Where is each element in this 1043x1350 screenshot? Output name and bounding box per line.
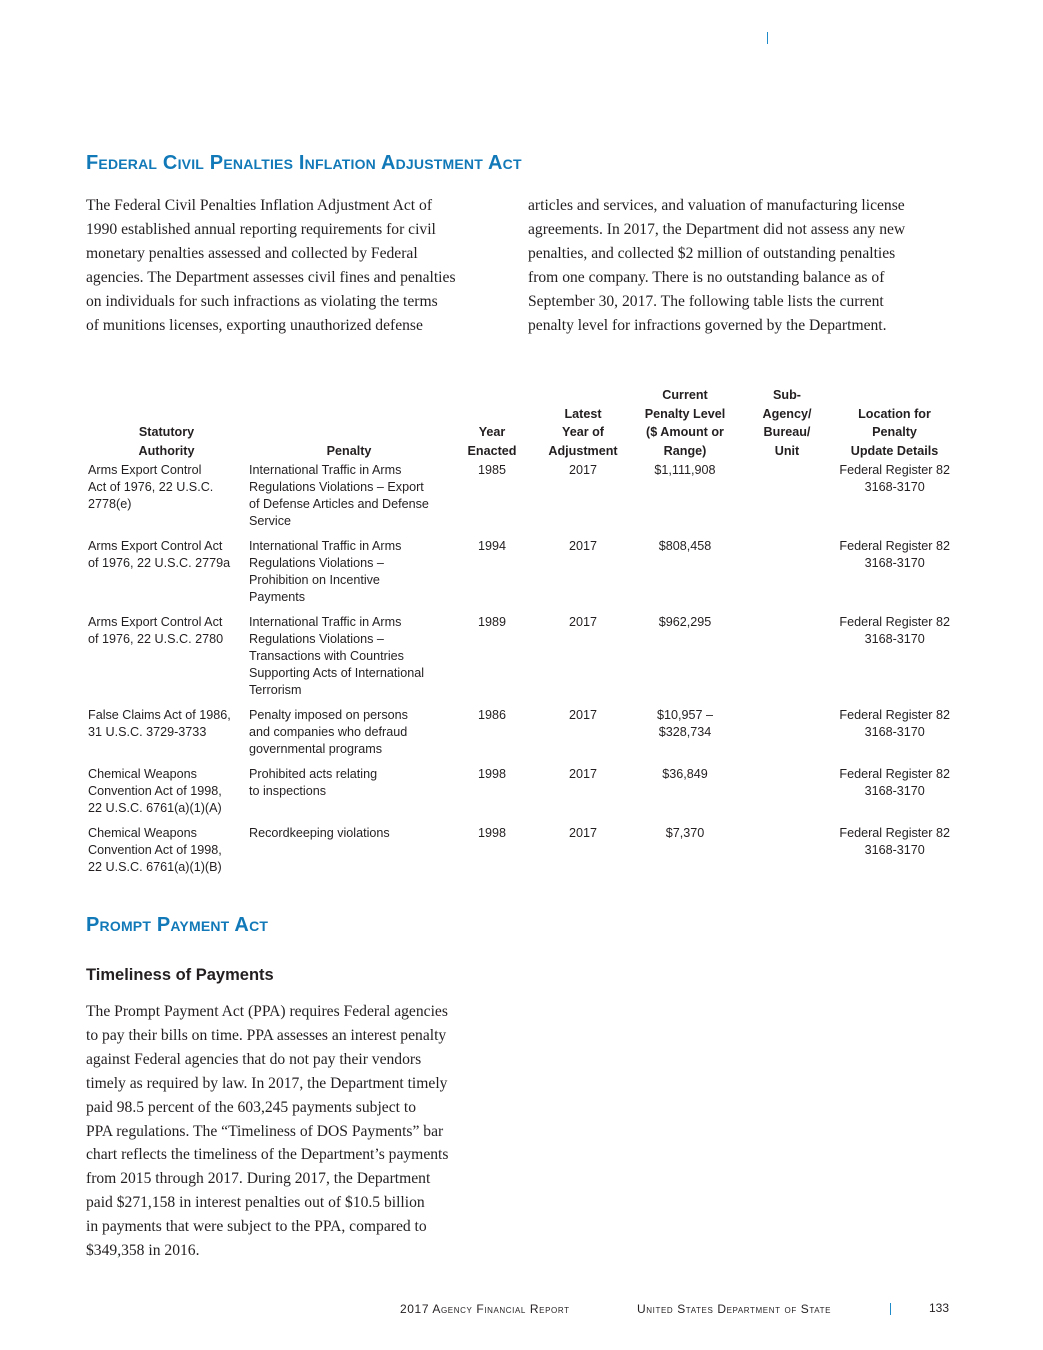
cell-sub-agency [737,538,837,614]
cell-penalty [247,538,451,614]
table-row [86,614,952,707]
header-line: ($ Amount or [646,425,724,439]
cell-sub-agency [737,825,837,884]
header-line: Adjustment [548,443,618,458]
cell-line: Payments [249,590,305,604]
cell-current-penalty [633,825,737,884]
cell-statutory-authority [86,825,247,884]
cell-line: $328,734 [658,725,712,739]
fcpiaa-heading: Federal Civil Penalties Inflation Adjustment Act [86,152,522,174]
cell-line: Arms Export Control Act [88,539,223,553]
cell-line: International Traffic in Arms [249,615,402,629]
cell-line: Service [249,514,291,528]
cell-line: 3168-3170 [864,843,925,857]
cell-statutory-authority [86,538,247,614]
timeliness-subheading: Timeliness of Payments [86,966,274,984]
header-line: Latest [564,406,602,421]
header-line: Year [478,425,506,439]
table-row [86,707,952,766]
cell-line: 2017 [568,539,598,553]
cell-line: 3168-3170 [864,480,925,494]
paragraph-line: chart reflects the timeliness of the Department’s payments [86,1146,449,1164]
header-sub-agency [737,386,837,462]
cell-line: Federal Register 82 [839,767,950,781]
cell-latest-adjustment [533,825,633,884]
cell-line: 3168-3170 [864,556,925,570]
cell-penalty [247,825,451,884]
cell-line: $1,111,908 [654,463,716,477]
paragraph-line: September 30, 2017. The following table lists the current [528,292,884,310]
cell-line: 2017 [568,826,598,840]
cell-line: Prohibition on Incentive [249,573,380,587]
paragraph-line: of munitions licenses, exporting unauthorized defense [86,316,423,334]
cell-year-enacted [451,538,533,614]
cell-line: to inspections [249,784,327,798]
cell-current-penalty [633,462,737,538]
header-line: Penalty Level [644,406,726,421]
cell-line: 3168-3170 [864,784,925,798]
cell-line: 1998 [477,767,507,781]
cell-line: Federal Register 82 [839,826,950,840]
cell-line: $7,370 [665,826,705,840]
cell-latest-adjustment [533,766,633,825]
cell-line: 2017 [568,708,598,722]
table-row [86,538,952,614]
cell-statutory-authority [86,707,247,766]
cell-statutory-authority [86,766,247,825]
paragraph-line: paid 98.5 percent of the 603,245 payments subject to [86,1098,416,1116]
cell-line: Transactions with Countries [249,649,404,663]
cell-line: 1994 [477,539,507,553]
cell-year-enacted [451,766,533,825]
fcpiaa-paragraph-left [86,194,496,337]
cell-line: and companies who defraud [249,725,408,739]
paragraph-line: to pay their bills on time. PPA assesses an interest penalty [86,1026,447,1044]
paragraph-line: penalties, and collected $2 million of outstanding penalties [528,244,896,262]
cell-line: Convention Act of 1998, [88,784,222,798]
cell-line: 1986 [477,708,507,722]
ppa-paragraph [86,1000,496,1263]
header-statutory-authority [86,386,247,462]
header-line: Update Details [850,443,939,458]
header-latest-adjustment [533,386,633,462]
cell-line: of Defense Articles and Defense [249,497,429,511]
cell-location [837,462,952,538]
cell-line: Federal Register 82 [839,615,950,629]
cell-line: Regulations Violations – [249,556,384,570]
cell-line: Act of 1976, 22 U.S.C. [88,480,214,494]
cell-penalty [247,707,451,766]
cell-latest-adjustment [533,462,633,538]
cell-line: 2017 [568,463,598,477]
cell-location [837,614,952,707]
paragraph-line: from 2015 through 2017. During 2017, the Department [86,1170,431,1188]
cell-year-enacted [451,614,533,707]
cell-year-enacted [451,707,533,766]
location-text [839,707,950,741]
header-line: Current [662,388,708,402]
cell-line: governmental programs [249,742,382,756]
footer-divider [890,1303,891,1315]
cell-line: 1985 [477,463,507,477]
paragraph-line: $349,358 in 2016. [86,1242,200,1260]
cell-line: Chemical Weapons [88,767,197,781]
cell-line: Arms Export Control Act [88,615,223,629]
paragraph-line: The Federal Civil Penalties Inflation Adjustment Act of [86,197,433,214]
cell-line: Supporting Acts of International [249,666,425,680]
cell-line: of 1976, 22 U.S.C. 2779a [88,556,231,570]
header-line: Sub- [773,388,801,402]
header-line: Agency/ [762,406,812,421]
cell-line: International Traffic in Arms [249,463,402,477]
cell-line: 1998 [477,826,507,840]
cell-statutory-authority [86,462,247,538]
cell-statutory-authority [86,614,247,707]
location-text [839,766,950,800]
header-divider [767,32,768,44]
cell-line: 31 U.S.C. 3729-3733 [88,725,207,739]
cell-line: 2017 [568,767,598,781]
cell-sub-agency [737,766,837,825]
table-row [86,825,952,884]
cell-location [837,707,952,766]
header-line: Range) [663,443,707,458]
cell-line: 3168-3170 [864,632,925,646]
cell-penalty [247,766,451,825]
paragraph-line: 1990 established annual reporting requirements for civil [86,220,436,238]
cell-sub-agency [737,462,837,538]
header-line: Authority [138,443,195,458]
cell-line: 22 U.S.C. 6761(a)(1)(A) [88,801,222,815]
header-line: Year of [562,425,604,439]
footer-report-title: 2017 Agency Financial Report [400,1302,570,1316]
paragraph-line: agencies. The Department assesses civil fines and penalties [86,268,456,286]
cell-current-penalty [633,766,737,825]
cell-latest-adjustment [533,538,633,614]
cell-current-penalty [633,707,737,766]
cell-line: Convention Act of 1998, [88,843,222,857]
cell-line: Federal Register 82 [839,708,950,722]
footer-department: United States Department of State [637,1302,832,1316]
cell-latest-adjustment [533,707,633,766]
paragraph-line: The Prompt Payment Act (PPA) requires Federal agencies [86,1003,448,1020]
header-line: Statutory [138,425,195,439]
location-text [839,614,950,648]
paragraph-line: articles and services, and valuation of manufacturing license [528,197,905,214]
header-line: Location for [858,406,931,421]
cell-location [837,766,952,825]
cell-current-penalty [633,538,737,614]
cell-line: International Traffic in Arms [249,539,402,553]
ppa-heading: Prompt Payment Act [86,914,269,936]
cell-line: 2017 [568,615,598,629]
location-text [839,462,950,496]
cell-line: $36,849 [662,767,708,781]
cell-line: $962,295 [658,615,712,629]
header-year-enacted [451,386,533,462]
cell-line: 3168-3170 [864,725,925,739]
cell-sub-agency [737,707,837,766]
cell-line: 2778(e) [88,497,132,511]
cell-current-penalty [633,614,737,707]
cell-line: of 1976, 22 U.S.C. 2780 [88,632,224,646]
cell-line: 22 U.S.C. 6761(a)(1)(B) [88,860,222,874]
cell-latest-adjustment [533,614,633,707]
cell-line: Recordkeeping violations [249,826,390,840]
cell-year-enacted [451,462,533,538]
cell-line: Chemical Weapons [88,826,197,840]
cell-line: Regulations Violations – [249,632,384,646]
paragraph-line: on individuals for such infractions as violating the terms [86,292,438,310]
header-line: Unit [774,443,800,458]
paragraph-line: PPA regulations. The “Timeliness of DOS Payments” bar [86,1122,444,1140]
cell-line: 1989 [477,615,507,629]
header-location [837,386,952,462]
table-row [86,462,952,538]
penalties-table [86,386,952,884]
cell-year-enacted [451,825,533,884]
cell-location [837,538,952,614]
location-text [839,825,950,859]
cell-line: Terrorism [249,683,302,697]
cell-line: Federal Register 82 [839,539,950,553]
cell-line: False Claims Act of 1986, [88,708,231,722]
cell-line: Federal Register 82 [839,463,950,477]
cell-penalty [247,462,451,538]
paragraph-line: in payments that were subject to the PPA, compared to [86,1218,427,1236]
header-line: Penalty [872,425,917,439]
cell-line: Regulations Violations – Export [249,480,424,494]
location-text [839,538,950,572]
paragraph-line: monetary penalties assessed and collected by Federal [86,244,418,262]
cell-penalty [247,614,451,707]
cell-sub-agency [737,614,837,707]
header-line: Penalty [326,443,372,458]
cell-line: $808,458 [658,539,712,553]
header-line: Enacted [467,443,517,458]
table-row [86,766,952,825]
paragraph-line: against Federal agencies that do not pay their vendors [86,1050,422,1068]
cell-line: Arms Export Control [88,463,202,477]
header-line: Bureau/ [763,425,811,439]
header-penalty [247,386,451,462]
cell-line: Prohibited acts relating [249,767,378,781]
header-current-penalty-level [633,386,737,462]
cell-line: $10,957 – [656,708,714,722]
cell-line: Penalty imposed on persons [249,708,408,722]
fcpiaa-paragraph-right [528,194,958,337]
paragraph-line: timely as required by law. In 2017, the Department timely [86,1074,448,1092]
cell-location [837,825,952,884]
paragraph-line: from one company. There is no outstanding balance as of [528,268,885,286]
paragraph-line: agreements. In 2017, the Department did not assess any new [528,220,906,238]
paragraph-line: penalty level for infractions governed by the Department. [528,316,887,334]
table-header-row [86,386,952,462]
page-footer [0,1300,1043,1320]
page-number: 133 [929,1301,950,1315]
paragraph-line: paid $271,158 in interest penalties out of $10.5 billion [86,1194,425,1212]
